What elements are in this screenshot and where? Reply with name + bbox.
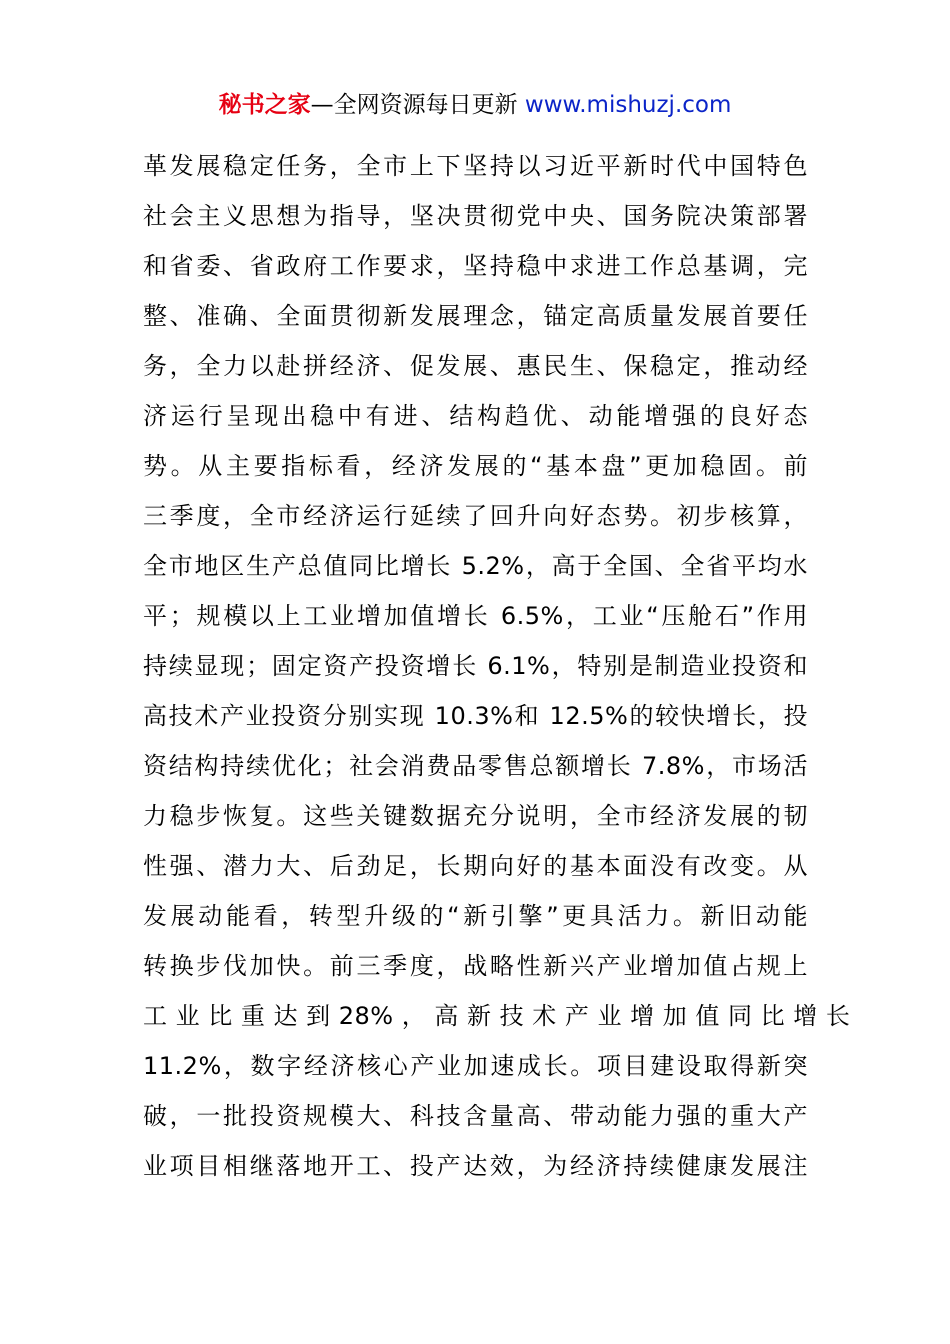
header-url-link[interactable]: www.mishuzj.com bbox=[524, 92, 732, 118]
page-header bbox=[0, 86, 950, 124]
text-line: 工 业 比 重 达 到 28% ， 高 新 技 术 产 业 增 加 值 同 比 增 长 bbox=[143, 1002, 851, 1030]
text-line: 转换步伐加快。前三季度，战略性新兴产业增加值占规上 bbox=[143, 952, 808, 980]
text-line: 革发展稳定任务，全市上下坚持以习近平新时代中国特色 bbox=[143, 152, 808, 180]
text-line: 性强、潜力大、后劲足，长期向好的基本面没有改变。从 bbox=[143, 852, 808, 880]
text-line: 三季度，全市经济运行延续了回升向好态势。初步核算， bbox=[143, 502, 808, 530]
text-line: 势。从主要指标看，经济发展的“基本盘”更加稳固。前 bbox=[143, 452, 808, 480]
text-line: 平；规模以上工业增加值增长 6.5%，工业“压舱石”作用 bbox=[143, 602, 808, 630]
text-line: 发展动能看，转型升级的“新引擎”更具活力。新旧动能 bbox=[143, 902, 808, 930]
text-line: 11.2%，数字经济核心产业加速成长。项目建设取得新突 bbox=[143, 1052, 808, 1080]
text-line: 力稳步恢复。这些关键数据充分说明，全市经济发展的韧 bbox=[143, 802, 808, 830]
text-line: 和省委、省政府工作要求，坚持稳中求进工作总基调，完 bbox=[143, 252, 808, 280]
text-line: 业项目相继落地开工、投产达效，为经济持续健康发展注 bbox=[143, 1152, 808, 1180]
text-line: 高技术产业投资分别实现 10.3%和 12.5%的较快增长，投 bbox=[143, 702, 808, 730]
text-line: 整、准确、全面贯彻新发展理念，锚定高质量发展首要任 bbox=[143, 302, 808, 330]
header-tagline: —全网资源每日更新 bbox=[310, 92, 518, 118]
text-line: 全市地区生产总值同比增长 5.2%，高于全国、全省平均水 bbox=[143, 552, 808, 580]
text-line: 务，全力以赴拼经济、促发展、惠民生、保稳定，推动经 bbox=[143, 352, 808, 380]
text-line: 济运行呈现出稳中有进、结构趋优、动能增强的良好态 bbox=[143, 402, 808, 430]
text-line: 持续显现；固定资产投资增长 6.1%，特别是制造业投资和 bbox=[143, 652, 808, 680]
text-line: 资结构持续优化；社会消费品零售总额增长 7.8%，市场活 bbox=[143, 752, 808, 780]
body-paragraph bbox=[143, 144, 851, 1194]
header-brand: 秘书之家 bbox=[218, 92, 311, 118]
text-line: 破，一批投资规模大、科技含量高、带动能力强的重大产 bbox=[143, 1102, 808, 1130]
text-line: 社会主义思想为指导，坚决贯彻党中央、国务院决策部署 bbox=[143, 202, 808, 230]
